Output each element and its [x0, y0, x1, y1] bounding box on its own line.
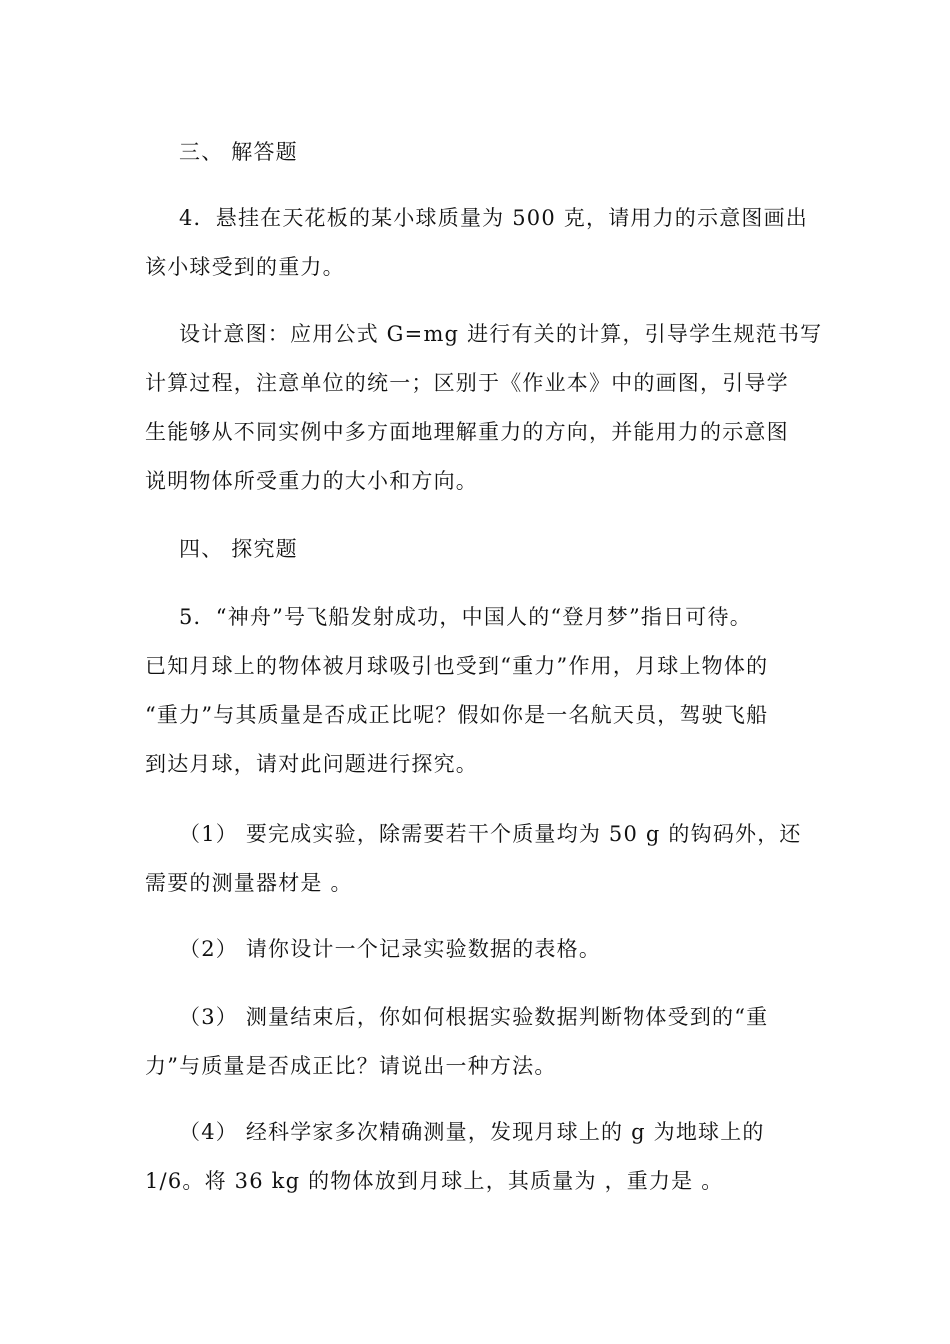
paragraph-line: 计算过程，注意单位的统一；区别于《作业本》中的画图，引导学 — [145, 371, 789, 395]
heading-text: 三、 解答题 — [179, 140, 298, 164]
sub-question-4 — [145, 1108, 795, 1206]
heading-text: 四、 探究题 — [179, 537, 298, 561]
paragraph-line: 该小球受到的重力。 — [145, 255, 345, 279]
question-5 — [145, 593, 795, 789]
paragraph-line: （4） 经科学家多次精确测量，发现月球上的 g 为地球上的 — [179, 1120, 765, 1144]
paragraph-line: 5．“神舟”号飞船发射成功，中国人的“登月梦”指日可待。 — [179, 605, 752, 629]
question-4 — [145, 194, 808, 292]
sub-question-2 — [145, 925, 795, 974]
paragraph-line: 说明物体所受重力的大小和方向。 — [145, 469, 478, 493]
paragraph-line: （2） 请你设计一个记录实验数据的表格。 — [179, 937, 602, 961]
paragraph-line: 4．悬挂在天花板的某小球质量为 500 克，请用力的示意图画出 — [179, 206, 808, 230]
design-intent-paragraph — [145, 310, 823, 506]
paragraph-line: 1/6。将 36 kg 的物体放到月球上，其质量为 ，重力是 。 — [145, 1169, 724, 1193]
paragraph-line: （1） 要完成实验，除需要若干个质量均为 50 g 的钩码外，还 — [179, 822, 802, 846]
section-heading-4 — [145, 525, 795, 574]
paragraph-line: 力”与质量是否成正比？请说出一种方法。 — [145, 1054, 557, 1078]
paragraph-line: 到达月球，请对此问题进行探究。 — [145, 752, 478, 776]
paragraph-line: “重力”与其质量是否成正比呢？假如你是一名航天员，驾驶飞船 — [145, 703, 769, 727]
paragraph-line: 需要的测量器材是 。 — [145, 871, 353, 895]
paragraph-line: 设计意图：应用公式 G=mg 进行有关的计算，引导学生规范书写 — [179, 322, 823, 346]
paragraph-line: （3） 测量结束后，你如何根据实验数据判断物体受到的“重 — [179, 1005, 769, 1029]
paragraph-line: 生能够从不同实例中多方面地理解重力的方向，并能用力的示意图 — [145, 420, 789, 444]
section-heading-3 — [145, 128, 795, 177]
sub-question-3 — [145, 993, 795, 1091]
paragraph-line: 已知月球上的物体被月球吸引也受到“重力”作用，月球上物体的 — [145, 654, 769, 678]
sub-question-1 — [145, 810, 802, 908]
